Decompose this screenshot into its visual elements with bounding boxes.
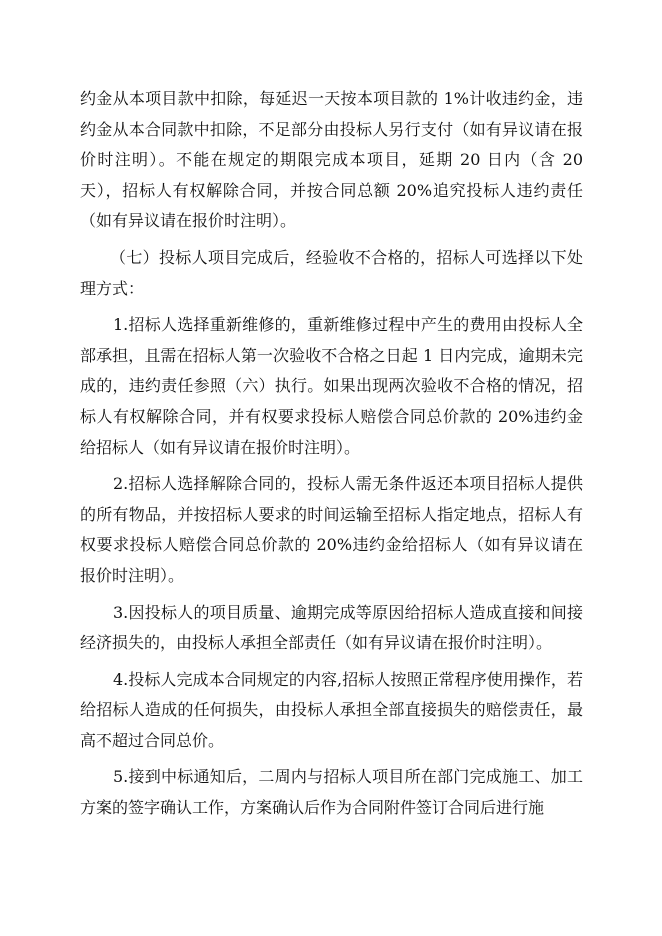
paragraph-item-2: 2.招标人选择解除合同的，投标人需无条件返还本项目招标人提供的所有物品，并按招标人要求的时间运输至招标人指定地点，招标人有权要求投标人赔偿合同总价款的 20%违约金给招标人（如有异议请在报价时注明）。 [80, 474, 583, 585]
paragraph-item-1: 1.招标人选择重新维修的，重新维修过程中产生的费用由投标人全部承担，且需在招标人第一次验收不合格之日起 1 日内完成，逾期未完成的，违约责任参照（六）执行。如果出现两次验收不合格的情况，招标人有权解除合同，并有权要求投标人赔偿合同总价款的 20%违约金给招标人（如有异议请在报价时注明）。 [80, 315, 583, 457]
paragraph-item-3: 3.因投标人的项目质量、逾期完成等原因给招标人造成直接和间接经济损失的，由投标人承担全部责任（如有异议请在报价时注明）。 [80, 602, 583, 653]
paragraph-continued: 约金从本项目款中扣除，每延迟一天按本项目款的 1%计收违约金，违约金从本合同款中扣除，不足部分由投标人另行支付（如有异议请在报价时注明）。不能在规定的期限完成本项目，延期 20 日内（含 20 天），招标人有权解除合同，并按合同总额 20%追究投标人违约责任（如有异议请在报价时注明）。 [80, 89, 583, 231]
document-body [80, 84, 583, 830]
paragraph-item-4: 4.投标人完成本合同规定的内容,招标人按照正常程序使用操作，若给招标人造成的任何损失，由投标人承担全部直接损失的赔偿责任，最高不超过合同总价。 [80, 669, 583, 750]
paragraph-section-7: （七）投标人项目完成后，经验收不合格的，招标人可选择以下处理方式： [80, 247, 583, 298]
paragraph-item-5: 5.接到中标通知后，二周内与招标人项目所在部门完成施工、加工方案的签字确认工作，方案确认后作为合同附件签订合同后进行施 [80, 767, 583, 818]
